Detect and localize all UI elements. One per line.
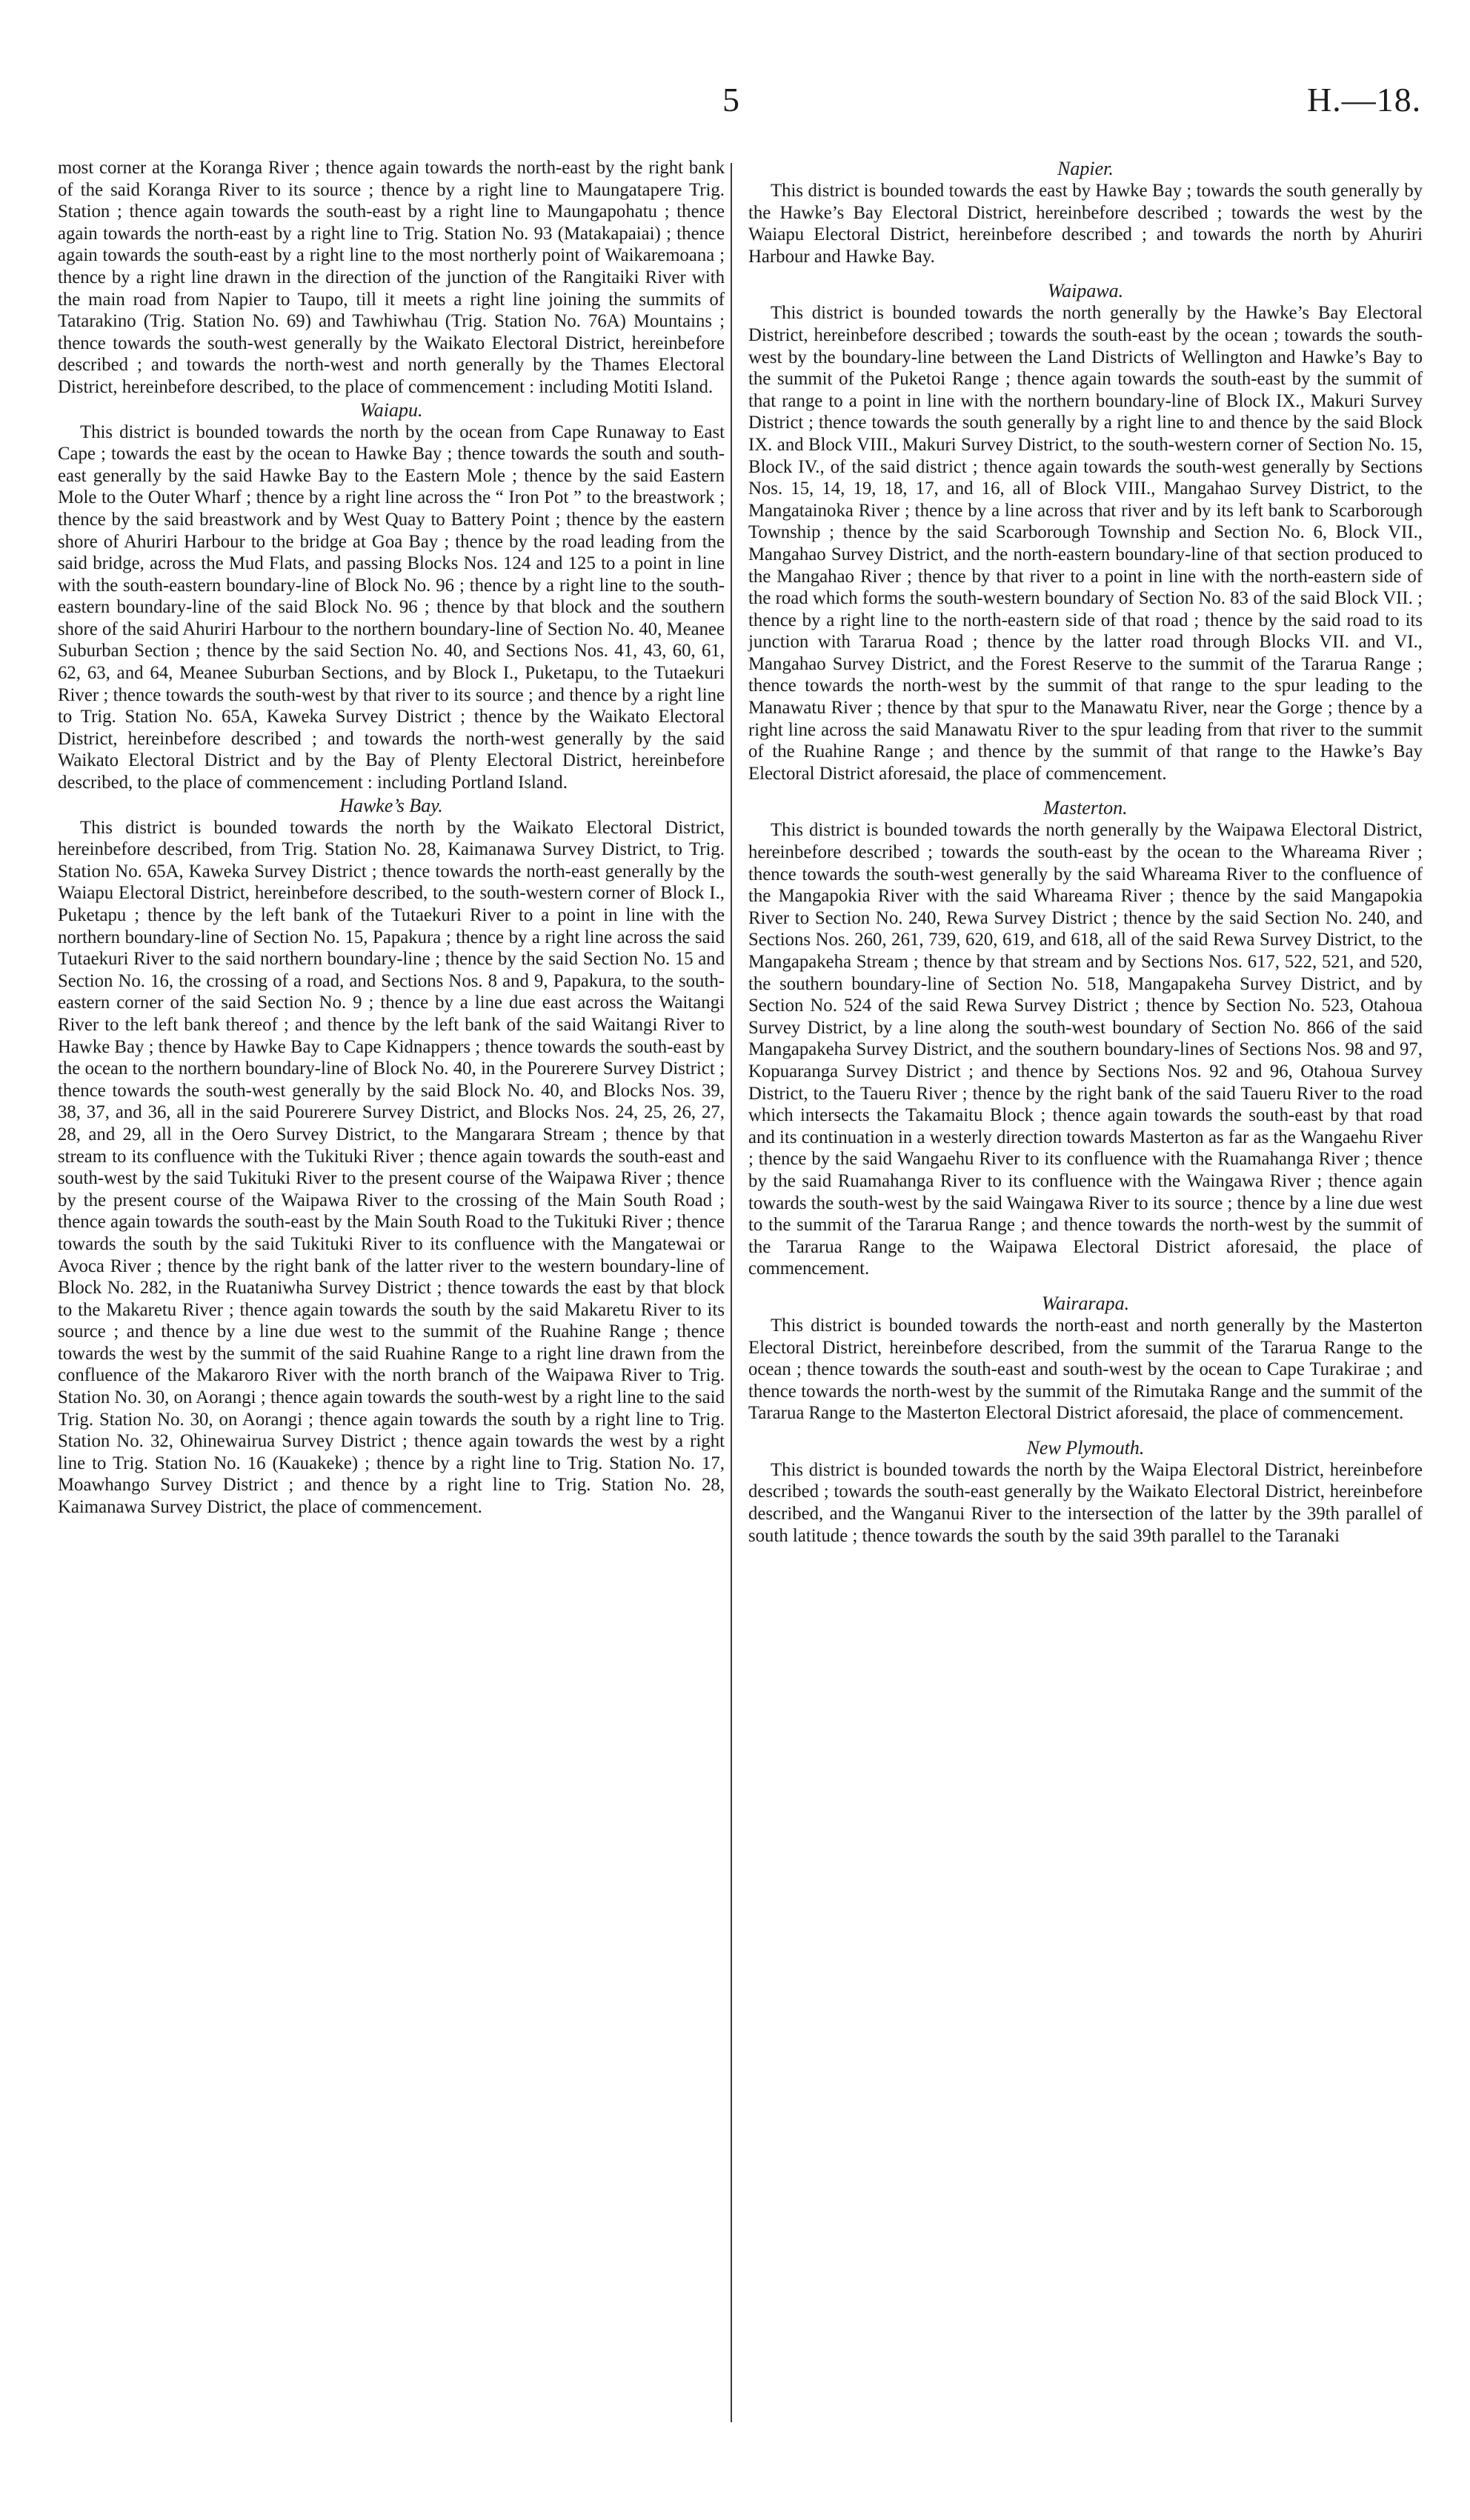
section-heading-napier: Napier. bbox=[1057, 158, 1114, 179]
section-text-waipawa: This district is bounded towards the north generally by the Hawke’s Bay Electoral District, hereinbefore described ; towards the south-east by the ocean ; towards the south-west by the boundary-line between the Land Districts of Wellington and Hawke’s Bay to the summit of the Puketoi Range ; thence again towards the south-east by the summit of that range to a point in line with the northern boundary-line of Block IX., Makuri Survey District ; thence towards the south generally by a right line to and thence by the said Block IX. and Block VIII., Makuri Survey District, to the south-western corner of Section No. 15, Block IV., of the said district ; thence again towards the south-west generally by Sections Nos. 15, 14, 19, 18, 17, and 16, all of Block VIII., Mangahao Survey District, to the Mangatainoka River ; thence by a line across that river and by its left bank to Scarborough Township ; thence by the said Scarborough Township and Section No. 6, Block VII., Mangahao Survey District, and the north-eastern boundary-line of that section produced to the Mangahao River ; thence by that river to a point in line with the north-eastern side of the road which forms the south-western boundary of Section No. 83 of the said Block VII. ; thence by a right line to the north-eastern side of that road ; thence by the said road to its junction with Tararua Road ; thence by the latter road through Blocks VII. and VI., Mangahao Survey District, and the Forest Reserve to the summit of the Tararua Range ; thence towards the north-west by the summit of that range to the spur leading to the Manawatu River ; thence by that spur to the Manawatu River, near the Gorge ; thence by a right line across the said Manawatu River to the spur leading from that river to the summit of the Ruahine Range ; and thence by the summit of that range to the Hawke’s Bay Electoral District aforesaid, the place of commencement. bbox=[748, 303, 1423, 784]
section-text-hawkes-bay: This district is bounded towards the north by the Waikato Electoral District, hereinbefore described, from Trig. Station No. 28, Kaimanawa Survey District, to Trig. Station No. 65A, Kaweka Survey District ; thence towards the north-east generally by the Waiapu Electoral District, hereinbefore described, to the south-western corner of Block I., Puketapu ; thence by the left bank of the Tutaekuri River to a point in line with the northern boundary-line of Section No. 15, Papakura ; thence by a right line across the said Tutaekuri River to the said northern boundary-line ; thence by the said Section No. 15 and Section No. 16, the crossing of a road, and Sections Nos. 8 and 9, Papakura, to the south-eastern corner of the said Section No. 9 ; thence by a line due east across the Waitangi River to the left bank thereof ; and thence by the left bank of the said Waitangi River to Hawke Bay ; thence by Hawke Bay to Cape Kidnappers ; thence towards the south-east by the ocean to the northern boundary-line of Block No. 40, in the Pourerere Survey District ; thence towards the south-west generally by the said Block No. 40, and Blocks Nos. 39, 38, 37, and 36, all in the said Pourerere Survey District, and Blocks Nos. 24, 25, 26, 27, 28, and 29, all in the Oero Survey District, to the Mangarara Stream ; thence by that stream to its confluence with the Tukituki River ; thence again towards the south-east and south-west by the said Tukituki River to the present course of the Waipawa River ; thence by the present course of the Waipawa River to the crossing of the Main South Road ; thence again towards the south-east by the Main South Road to the Tukituki River ; thence towards the south by the said Tukituki River to its confluence with the Mangatewai or Avoca River ; thence by the right bank of the latter river to the western boundary-line of Block No. 282, in the Ruataniwha Survey District ; thence towards the east by that block to the Makaretu River ; thence again towards the south by the said Makaretu River to its source ; and thence by a line due west to the summit of the Ruahine Range ; thence towards the west by the summit of the said Ruahine Range to a right line drawn from the confluence of the Makaroro River with the north branch of the Waipawa River to Trig. Station No. 30, on Aorangi ; thence again towards the south-west by a right line to the said Trig. Station No. 30, on Aorangi ; thence again towards the south by a right line to Trig. Station No. 32, Ohinewairua Survey District ; thence again towards the west by a right line to Trig. Station No. 16 (Kauakeke) ; thence by a right line to Trig. Station No. 17, Moawhango Survey District ; and thence by a right line to Trig. Station No. 28, Kaimanawa Survey District, the place of commencement. bbox=[58, 817, 725, 1518]
section-text-new-plymouth: This district is bounded towards the north by the Waipa Electoral District, hereinbefore described ; towards the south-east generally by the Waikato Electoral District, hereinbefore described, and the Wanganui River to the intersection of the latter by the 39th parallel of south latitude ; thence towards the south by the said 39th parallel to the Taranaki bbox=[748, 1459, 1423, 1546]
section-heading-wairarapa: Wairarapa. bbox=[1041, 1292, 1130, 1314]
continued-paragraph: most corner at the Koranga River ; thence again towards the north-east by the right bank of the said Koranga River to its source ; thence by a right line to Maungatapere Trig. Station ; thence again towards the south-east by a right line to Maungapohatu ; thence again towards the north-east by a right line to Trig. Station No. 93 (Matakapaiai) ; thence again towards the south-east by a right line to the most northerly point of Waikaremoana ; thence by a right line drawn in the direction of the junction of the Rangitaiki River with the main road from Napier to Taupo, till it meets a right line joining the summits of Tatarakino (Trig. Station No. 69) and Tawhiwhau (Trig. Station No. 76A) Mountains ; thence towards the south-west generally by the Waikato Electoral District, hereinbefore described ; and towards the north-west and north generally by the Thames Electoral District, hereinbefore described, to the place of commencement : including Motiti Island. bbox=[58, 158, 725, 397]
document-code: H.—18. bbox=[1307, 81, 1422, 119]
section-text-wairarapa: This district is bounded towards the north-east and north generally by the Masterton Electoral District, hereinbefore described, from the summit of the Tararua Range to the ocean ; thence towards the south-east and south-west by the ocean to Cape Turakirae ; and thence towards the north-west by the summit of the Rimutaka Range and the summit of the Tararua Range to the Masterton Electoral District aforesaid, the place of commencement. bbox=[748, 1315, 1423, 1424]
section-text-napier: This district is bounded towards the east by Hawke Bay ; towards the south generally by the Hawke’s Bay Electoral District, hereinbefore described ; towards the west by the Waiapu Electoral District, hereinbefore described ; and towards the north by Ahuriri Harbour and Hawke Bay. bbox=[748, 181, 1423, 267]
section-text-masterton: This district is bounded towards the north generally by the Waipawa Electoral District, hereinbefore described ; towards the south-east by the ocean to the Whareama River ; thence towards the south-west generally by the said Whareama River to the confluence of the Mangapokia River with the said Whareama River ; thence by the said Mangapokia River to Section No. 240, Rewa Survey District ; thence by the said Section No. 240, and Sections Nos. 260, 261, 739, 620, 619, and 618, all of the said Rewa Survey District, to the Mangapakeha Stream ; thence by that stream and by Sections Nos. 617, 522, 521, and 520, the southern boundary-line of Section No. 518, Mangapakeha Survey District, and by Section No. 524 of the said Rewa Survey District ; thence by Section No. 523, Otahoua Survey District, by a line along the south-west boundary of Section No. 866 of the said Mangapakeha Survey District, and the southern boundary-lines of Sections Nos. 98 and 97, Kopuaranga Survey District ; and thence by Sections Nos. 92 and 96, Otahoua Survey District, to the Taueru River ; thence by the right bank of the said Taueru River to the road which intersects the Takamaitu Block ; thence again towards the south-east by that road and its continuation in a westerly direction towards Masterton as far as the Wangaehu River ; thence by the said Wangaehu River to its confluence with the Ruamahanga River ; thence by the said Ruamahanga River to its confluence with the Waingawa River ; thence again towards the south-west by the said Waingawa River to its source ; thence by a line due west to the summit of the Tararua Range ; and thence towards the north-west by the summit of the Tararua Range to the Waipawa Electoral District aforesaid, the place of commencement. bbox=[748, 820, 1423, 1279]
section-heading-new-plymouth: New Plymouth. bbox=[1026, 1436, 1145, 1459]
column-divider bbox=[731, 163, 732, 2422]
section-heading-waipawa: Waipawa. bbox=[1047, 280, 1124, 302]
section-text-waiapu: This district is bounded towards the north by the ocean from Cape Runaway to East Cape ; towards the east by the ocean to Hawke Bay ; thence towards the south and south-east generally by the said Hawke Bay to the Eastern Mole ; thence by the said Eastern Mole to the Outer Wharf ; thence by a right line across the “ Iron Pot ” to the breastwork ; thence by the said breastwork and by West Quay to Battery Point ; thence by the eastern shore of Ahuriri Harbour to the bridge at Goa Bay ; thence by the road leading from the said bridge, across the Mud Flats, and passing Blocks Nos. 124 and 125 to a point in line with the south-eastern boundary-line of Block No. 96 ; thence by a right line to the south-eastern boundary-line of the said Block No. 96 ; thence by that block and the southern shore of the said Ahuriri Harbour to the northern boundary-line of Section No. 40, Meanee Suburban Section ; thence by the said Section No. 40, and Sections Nos. 41, 43, 60, 61, 62, 63, and 64, Meanee Suburban Sections, and by Block I., Puketapu, to the Tutaekuri River ; thence towards the south-west by that river to its source ; and thence by a right line to Trig. Station No. 65A, Kaweka Survey District ; thence by the Waikato Electoral District, hereinbefore described ; and towards the north-west generally by the said Waikato Electoral District and by the Bay of Plenty Electoral District, hereinbefore described, to the place of commencement : including Portland Island. bbox=[58, 421, 725, 793]
section-heading-waiapu: Waiapu. bbox=[359, 399, 423, 421]
page-number: 5 bbox=[722, 81, 739, 119]
right-column bbox=[748, 157, 1423, 1547]
left-column bbox=[58, 157, 725, 1519]
section-heading-hawkes-bay: Hawke’s Bay. bbox=[339, 794, 443, 816]
section-heading-masterton: Masterton. bbox=[1043, 797, 1128, 819]
